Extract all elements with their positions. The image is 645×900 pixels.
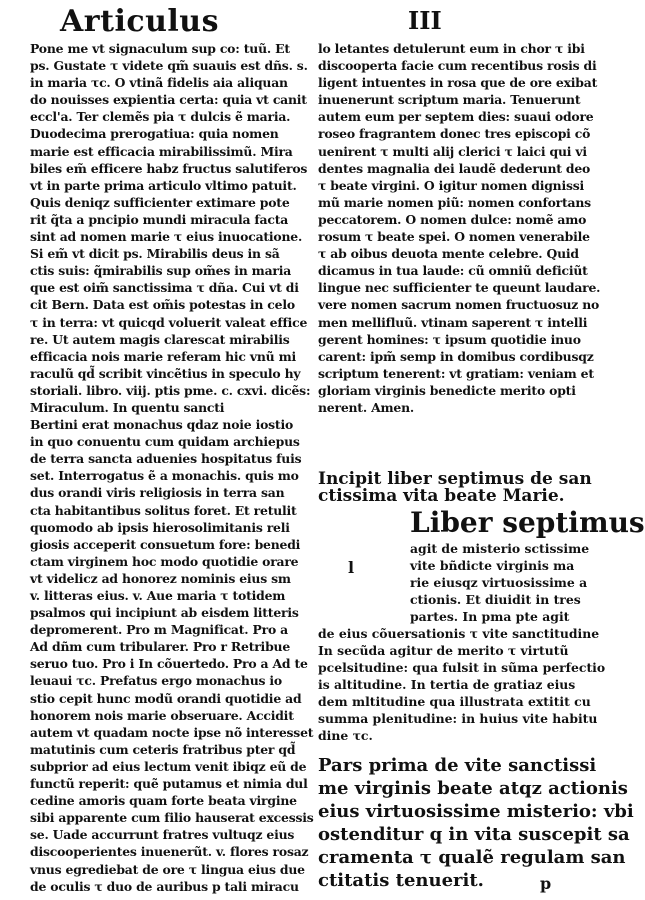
left-column (30, 40, 314, 895)
text-line: raculũ qd̃ scribit vincẽtius in speculo hy (30, 365, 301, 381)
marginal-mark: l (348, 558, 355, 578)
incipit-line: ctissima vita beate Marie. (318, 486, 565, 507)
text-line: vere nomen sacrum nomen fructuosuz no (318, 297, 600, 313)
pars-heading-line: ctitatis tenuerit. (318, 870, 484, 892)
text-line: autem eum per septem dies: suaui odore (318, 109, 594, 125)
text-line: Miraculum. In quentu sancti (30, 399, 225, 415)
text-line: ctis suis: q̃mirabilis sup om̃es in maria (30, 263, 292, 279)
text-line: discooperientes inuenerũt. v. flores rosaz (30, 844, 309, 860)
text-line: vt videlicz ad honorez nominis eius sm (30, 570, 291, 586)
text-line: se. Uade accurrunt fratres vultuqz eius (30, 827, 295, 843)
text-line: subprior ad eius lectum venit ibiqz eũ de (30, 758, 307, 774)
text-line: stio cepit hunc modũ orandi quotidie ad (30, 690, 302, 706)
text-line: lo letantes detulerunt eum in chor τ ibi (318, 41, 585, 56)
text-line: in quo conuentu cum quidam archiepus (30, 434, 300, 450)
pars-heading-line: cramenta τ qualẽ regulam san (318, 847, 626, 869)
text-line: ligent intuentes in rosa que de ore exibat (318, 75, 598, 91)
text-line: cedine amoris quam forte beata virgine (30, 793, 297, 809)
text-line: marie est efficacia mirabilissimũ. Mira (30, 143, 293, 159)
text-line: rit q̃ta a pncipio mundi miracula facta (30, 211, 289, 227)
text-line: autem vt quadam nocte ipse nõ interesset (30, 724, 314, 740)
text-line: dus orandi viris religiosis in terra san (30, 485, 285, 501)
text-line: Quis deniqz sufficienter extimare pote (30, 194, 290, 210)
text-line: psalmos qui incipiunt ab eisdem litteris (30, 605, 299, 621)
text-line: Duodecima prerogatiua: quia nomen (30, 126, 279, 142)
summary-line: dine τc. (318, 728, 373, 744)
text-line: cit Bern. Data est om̃is potestas in celo (30, 297, 295, 313)
text-line: biles em̃ efficere habz fructus salutiferos (30, 160, 308, 176)
incipit-heading (318, 468, 592, 507)
pars-heading-line: eius virtuosissime misterio: vbi (318, 801, 634, 823)
text-line: roseo fragrantem donec tres episcopi cõ (318, 126, 591, 142)
text-line: dentes magnalia dei laudẽ dederunt deo (318, 160, 591, 176)
text-line: uenirent τ multi alij clerici τ laici qui vi (318, 143, 587, 159)
text-line: nerent. Amen. (318, 399, 414, 415)
right-column (318, 40, 601, 416)
text-line: scriptum tenerent: vt gratiam: veniam et (318, 365, 594, 381)
text-line: discooperta facie cum recentibus rosis di (318, 58, 597, 74)
text-line: do nouisses expientia certa: quia vt canit (30, 92, 307, 108)
text-line: mũ marie nomen piũ: nomen confortans (318, 194, 591, 210)
summary-line: vite bñdicte virginis ma (410, 558, 575, 574)
text-line: efficacia nois marie referam hic vnũ mi (30, 348, 296, 364)
text-line: Bertini erat monachus qdaz noie iostio (30, 417, 294, 433)
text-line: Ad dñm cum tribularer. Pro r Retribue (30, 639, 291, 655)
running-title: Articulus (60, 4, 220, 39)
text-line: leuaui τc. Prefatus ergo monachus io (30, 673, 282, 689)
summary-line: de eius cõuersationis τ vite sanctitudine (318, 626, 600, 642)
text-line: ps. Gustate τ videte qm̃ suauis est dñs. s. (30, 58, 308, 74)
text-line: gerent homines: τ ipsum quotidie inuo (318, 331, 581, 347)
incipit-line: Incipit liber septimus de san (318, 469, 592, 489)
book-seven-opening (318, 468, 645, 892)
text-line: Pone me vt signaculum sup co: tuũ. Et (30, 41, 290, 56)
text-line: τ beate virgini. O igitur nomen dignissi (318, 177, 585, 193)
text-line: vt in parte prima articulo vltimo patuit. (30, 177, 297, 193)
summary-line: rie eiusqz virtuosissime a (410, 575, 588, 591)
text-line: quomodo ab ipsis hierosolimitanis reli (30, 519, 290, 535)
text-line: v. litteras eius. v. Aue maria τ totidem (30, 588, 286, 603)
text-line: ctam virginem hoc modo quotidie orare (30, 553, 299, 569)
text-line: que est oim̃ sanctissima τ dña. Cui vt di (30, 280, 299, 296)
text-line: storiali. libro. viij. ptis pme. c. cxvi. dicẽs: (30, 382, 311, 398)
text-line: men mellifluũ. vtinam saperent τ intelli (318, 314, 588, 330)
text-line: dicamus in tua laude: cũ omniũ deficiũt (318, 263, 588, 279)
liber-heading: Liber septimus (410, 506, 645, 540)
text-line: gloriam virginis benedicte merito opti (318, 382, 576, 398)
text-line: τ ab oibus deuota mente celebre. Quid (318, 246, 579, 262)
pars-heading-line: ostenditur q in vita suscepit sa (318, 824, 630, 846)
text-line: τ in terra: vt quicqd voluerit valeat effice (30, 314, 308, 330)
summary-line: pcelsitudine: qua fulsit in sũma perfectio (318, 660, 606, 676)
text-line: functũ reperit: quẽ putamus et nimia dul (30, 776, 308, 792)
pars-prima-heading (318, 754, 634, 892)
text-line: honorem nois marie obseruare. Accidit (30, 707, 294, 723)
text-line: matutinis cum ceteris fratribus pter qd̃ (30, 741, 296, 757)
folio-number: III (408, 6, 442, 35)
text-line: re. Ut autem magis clarescat mirabilis (30, 331, 290, 347)
summary-line: partes. In pma pte agit (410, 609, 570, 625)
text-line: sibi apparente cum filio hauserat excessis (30, 810, 314, 826)
text-line: de terra sancta aduenies hospitatus fuis (30, 451, 302, 467)
book-summary (318, 540, 606, 744)
signature-mark: p (540, 874, 552, 893)
summary-line: In secũda agitur de merito τ virtutũ (318, 643, 569, 659)
text-line: de oculis τ duo de auribus p tali miracu (30, 878, 299, 894)
text-line: rosum τ beate spei. O nomen venerabile (318, 229, 590, 245)
text-line: set. Interrogatus ẽ a monachis. quis mo (30, 468, 299, 484)
text-line: eccl'a. Ter clemẽs pia τ dulcis ẽ maria. (30, 109, 291, 125)
text-line: lingue nec sufficienter te queunt laudare. (318, 280, 601, 296)
text-line: giosis acceperit consuetum fore: benedi (30, 536, 301, 552)
text-line: vnus egrediebat de ore τ lingua eius due (30, 861, 305, 877)
summary-line: agit de misterio sctissime (410, 541, 590, 557)
text-line: carent: ipm̃ semp in domibus cordibusqz (318, 348, 594, 364)
text-line: Si em̃ vt dicit ps. Mirabilis deus in sã (30, 246, 280, 262)
summary-line: summa plenitudine: in huius vite habitu (318, 711, 598, 727)
text-line: cta habitantibus solitus foret. Et retulit (30, 502, 297, 518)
pars-heading-line: Pars prima de vite sanctissi (318, 755, 597, 777)
summary-line: dem mltitudine qua illustrata extitit cu (318, 694, 591, 710)
pars-heading-line: me virginis beate atqz actionis (318, 778, 628, 800)
text-line: inuenerunt scriptum maria. Tenuerunt (318, 92, 581, 108)
text-line: depromerent. Pro m Magnificat. Pro a (30, 622, 288, 638)
summary-line: is altitudine. In tertia de gratiaz eius (318, 677, 576, 693)
text-line: peccatorem. O nomen dulce: nomẽ amo (318, 211, 587, 227)
text-line: seruo tuo. Pro i In cõuertedo. Pro a Ad te (30, 656, 308, 672)
summary-line: ctionis. Et diuidit in tres (410, 592, 581, 608)
text-line: sint ad nomen marie τ eius inuocatione. (30, 229, 303, 245)
text-line: in maria τc. O vtinã fidelis aia aliquan (30, 75, 288, 91)
